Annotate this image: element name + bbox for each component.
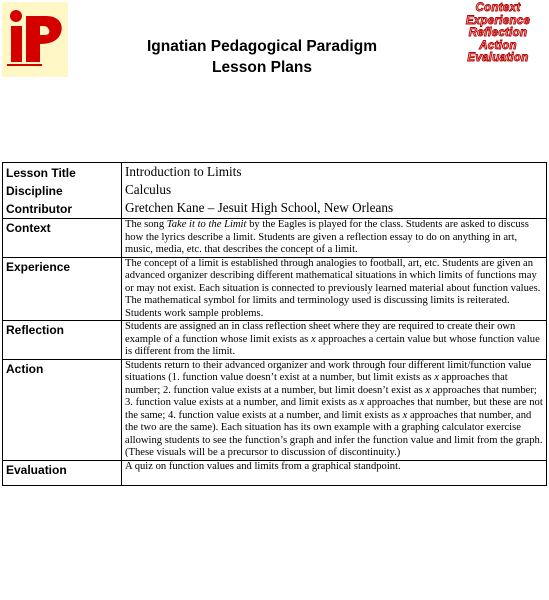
contributor-label: Contributor — [6, 202, 72, 216]
action-row — [3, 359, 547, 460]
lesson-info-row — [3, 163, 547, 219]
reflection-text-end: approaches a certain value but whose function value is different from the limit. — [125, 333, 540, 357]
experience-label: Experience — [3, 257, 122, 321]
step-evaluation: Evaluation — [467, 52, 529, 64]
variable-x: x — [359, 397, 365, 408]
lesson-plan-table — [2, 162, 547, 486]
lesson-title-label: Lesson Title — [6, 166, 76, 180]
experience-row — [3, 257, 547, 321]
evaluation-text: A quiz on function values and limits from a graphical standpoint. — [122, 460, 547, 485]
variable-x: x — [402, 409, 408, 421]
reflection-text-start: Students are assigned an in class reflection sheet where they are required to create their own example of a function whose limit exists as — [125, 321, 516, 345]
context-text-start: The song — [125, 219, 167, 230]
context-text — [122, 219, 547, 258]
action-text — [122, 359, 547, 460]
discipline-label: Discipline — [6, 184, 63, 198]
title-line-1: Ignatian Pedagogical Paradigm — [147, 38, 377, 55]
variable-x: x — [425, 384, 431, 396]
action-text-part: Students return to their advanced organizer and work through four different limit/function value situations (1. function value doesn’t exist at a number, but limit exists as — [125, 359, 532, 383]
reflection-row — [3, 321, 547, 360]
document-title — [112, 36, 412, 78]
context-label: Context — [3, 219, 122, 258]
step-action: Action — [479, 39, 517, 52]
evaluation-label: Evaluation — [3, 460, 122, 485]
title-line-2: Lesson Plans — [212, 59, 312, 76]
lesson-title-value: Introduction to Limits — [125, 164, 242, 179]
context-text-end: by the Eagles is played for the class. Students are asked to discuss how the lyrics describe a limit. Students are given a reflection essay to do on anything in art, music, media, etc. that describes the concept of a limit. — [125, 219, 529, 255]
action-label: Action — [3, 359, 122, 460]
step-context: Context — [475, 2, 521, 14]
discipline-value: Calculus — [125, 182, 172, 197]
action-text-part: approaches that number; 3. function value exists at a number, and limit exists as — [125, 384, 537, 408]
ipp-logo — [2, 2, 68, 77]
step-reflection: Reflection — [468, 27, 528, 39]
lesson-info-labels — [3, 163, 122, 219]
experience-text: The concept of a limit is established through analogies to football, art, etc. Students are given an advanced organizer describing different mathematical situations in which limits of functions may or may not exist. Each situation is connected to previously learned material about function values. The mathematical symbol for limits and terminology used is discussing limits is reiterated. Students work sample problems. — [122, 257, 547, 321]
lesson-info-values — [122, 163, 547, 219]
reflection-text — [122, 321, 547, 360]
evaluation-row — [3, 460, 547, 485]
paradigm-steps — [446, 2, 549, 65]
context-row — [3, 219, 547, 258]
contributor-value: Gretchen Kane – Jesuit High School, New Orleans — [125, 200, 394, 215]
action-text-part: approaches that number; 2. function value exists at a number, but limit doesn’t exist as — [125, 372, 508, 396]
variable-x: x — [310, 333, 316, 345]
variable-x: x — [434, 372, 439, 383]
step-experience: Experience — [465, 14, 531, 27]
action-text-part: approaches that number, but these are not the same; 4. function value exists at a number, and limit exists as — [125, 397, 543, 421]
song-title: Take it to the Limit — [166, 219, 247, 230]
action-text-part: approaches that number, and the two are the same). Each situation has its own example with a graphing calculator exercise allowing students to see the function’s graph and infer the function value and limit from the graph. (These visuals will be a precursor to discussion of discontinuity.) — [125, 409, 543, 458]
reflection-label: Reflection — [3, 321, 122, 360]
